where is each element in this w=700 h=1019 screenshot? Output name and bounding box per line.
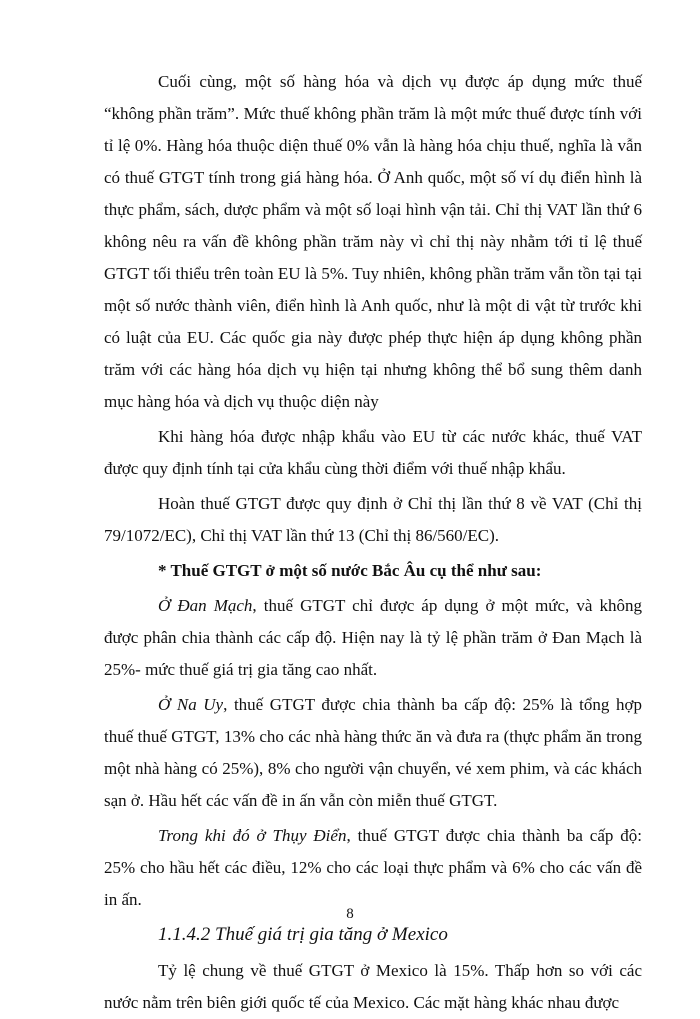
norway-lead: Ở Na Uy (158, 695, 224, 714)
sweden-text: , thuế GTGT được chia thành ba cấp độ: 25% cho hầu hết các điều, 12% cho các loại thực phẩm và 6% cho các vấn đề in ấn. (104, 826, 643, 909)
paragraph-norway (104, 689, 642, 817)
paragraph-denmark (104, 590, 642, 686)
paragraph-nordic-intro: * Thuế GTGT ở một số nước Bắc Âu cụ thể như sau: (158, 561, 542, 580)
denmark-lead: Ở Đan Mạch (158, 596, 253, 615)
paragraph-mexico: Tỷ lệ chung về thuế GTGT ở Mexico là 15%. Thấp hơn so với các nước nằm trên biên giới quốc tế của Mexico. Các mặt hàng khác nhau được (104, 961, 642, 1012)
denmark-text: , thuế GTGT chỉ được áp dụng ở một mức, và không được phân chia thành các cấp độ. Hiện nay là tỷ lệ phần trăm ở Đan Mạch là 25%- mức thuế giá trị gia tăng cao nhất. (104, 596, 642, 679)
page-number: 8 (346, 906, 354, 922)
sweden-lead: Trong khi đó ở Thụy Điển (158, 826, 347, 845)
section-heading-mexico: 1.1.4.2 Thuế giá trị gia tăng ở Mexico (158, 924, 448, 945)
paragraph-import-vat: Khi hàng hóa được nhập khẩu vào EU từ các nước khác, thuế VAT được quy định tính tại cửa khẩu cùng thời điểm với thuế nhập khẩu. (104, 427, 642, 478)
paragraph-vat-refund: Hoàn thuế GTGT được quy định ở Chỉ thị lần thứ 8 về VAT (Chỉ thị 79/1072/EC), Chỉ thị VAT lần thứ 13 (Chỉ thị 86/560/EC). (104, 494, 642, 545)
paragraph-zero-rate: Cuối cùng, một số hàng hóa và dịch vụ được áp dụng mức thuế “không phần trăm”. Mức thuế không phần trăm là một mức thuế được tính với tỉ lệ 0%. Hàng hóa thuộc diện thuế 0% vẫn là hàng hóa chịu thuế, nghĩa là vẫn có thuế GTGT tính trong giá hàng hóa. Ở Anh quốc, một số ví dụ điển hình là thực phẩm, sách, dược phẩm và một số loại hình vận tải. Chỉ thị VAT lần thứ 6 không nêu ra vấn đề không phần trăm này vì chỉ thị này nhằm tới tỉ lệ thuế GTGT tối thiểu trên toàn EU là 5%. Tuy nhiên, không phần trăm vẫn tồn tại tại một số nước thành viên, điển hình là Anh quốc, như là một di vật từ trước khi có luật của EU. Các quốc gia này được phép thực hiện áp dụng không phần trăm với các hàng hóa dịch vụ hiện tại nhưng không thể bổ sung thêm danh mục hàng hóa và dịch vụ thuộc diện này (104, 72, 642, 411)
norway-text: , thuế GTGT được chia thành ba cấp độ: 25% là tổng hợp thuế thuế GTGT, 13% cho các nhà hàng thức ăn và đưa ra (thực phẩm ăn trong một nhà hàng có 25%), 8% cho người vận chuyển, vé xem phim, và các khách sạn ở. Hầu hết các vấn đề in ấn vẫn còn miễn thuế GTGT. (104, 695, 642, 810)
paragraph-sweden (104, 820, 642, 916)
